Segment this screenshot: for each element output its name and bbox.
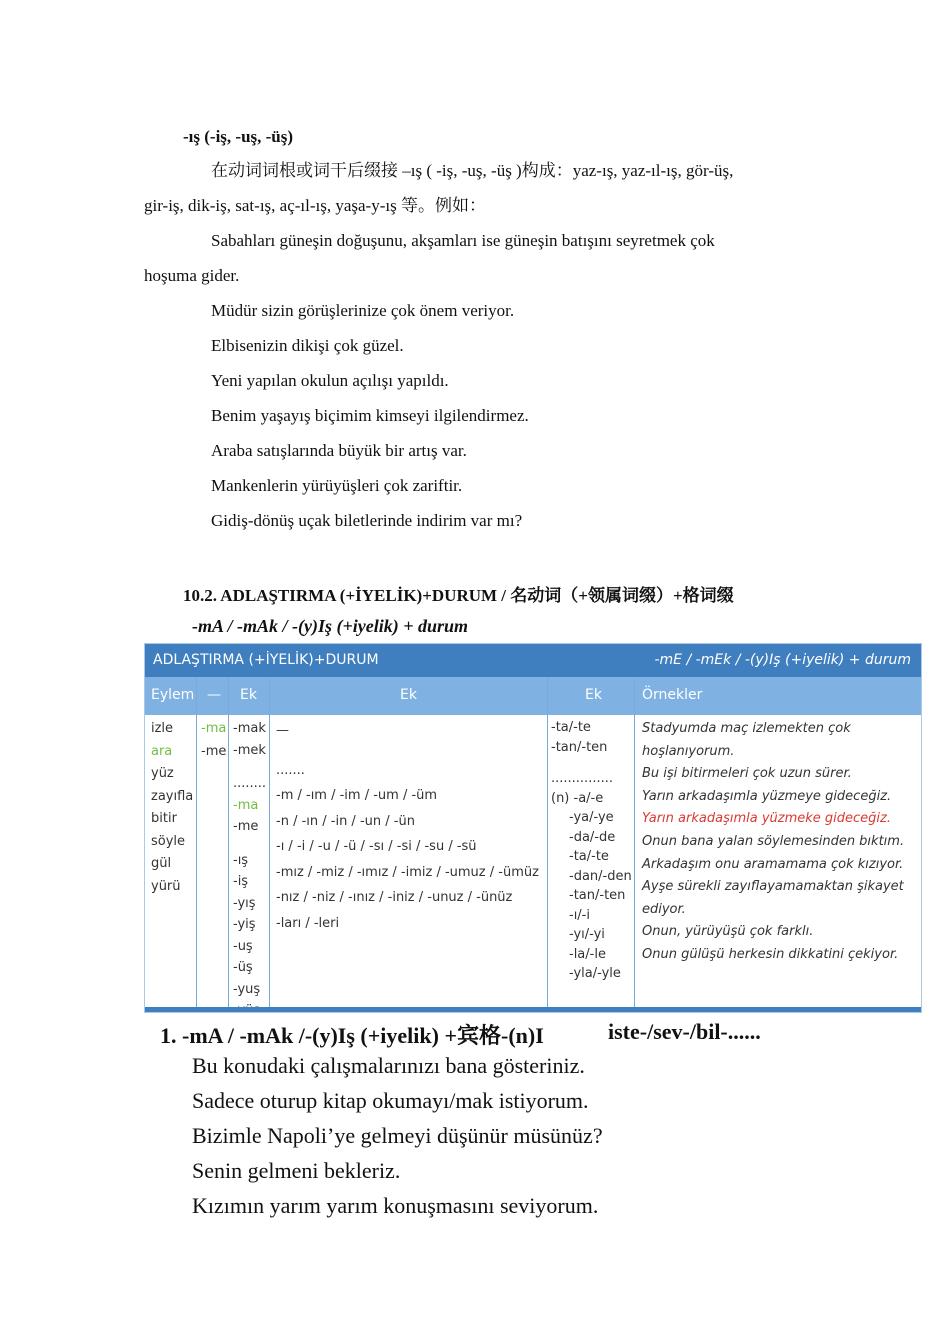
example-sentence: Sabahları güneşin doğuşunu, akşamları ise güneşin batışını seyretmek çok [211,231,715,250]
example-sentence: Senin gelmeni bekleriz. [192,1158,401,1183]
example-sentence: Mankenlerin yürüyüşleri çok zariftir. [211,476,463,495]
column-divider [228,677,229,1013]
example-sentence: Kızımın yarım yarım konuşmasını seviyorum. [192,1193,599,1218]
column-ek-2 [276,718,539,936]
cell: -yla/-yle [569,966,621,981]
cell: -yı/-yi [569,927,605,942]
cell: -ış [233,852,249,868]
table-title-left: ADLAŞTIRMA (+İYELİK)+DURUM [153,652,379,668]
example-cell: Arkadaşım onu aramamama çok kızıyor. [642,856,904,872]
cell: ....... [276,762,305,778]
cell: -n / -ın / -in / -un / -ün [276,813,415,829]
cell: -la/-le [569,946,606,962]
example-cell: Onun gülüşü herkesin dikkatini çekiyor. [642,946,899,962]
column-divider [269,677,270,1013]
column-divider [547,677,548,1013]
example-sentence: Araba satışlarında büyük bir artış var. [211,441,467,460]
example-cell: Onun bana yalan söylemesinden bıktım. [642,833,905,849]
cell: (n) -a/-e [551,790,604,806]
header-dash: — [207,687,221,703]
cell: izle [151,721,174,736]
cell [551,757,632,769]
header-eylem: Eylem [151,687,195,703]
header-ek-1: Ek [240,687,257,703]
cell: ............... [551,771,613,786]
column-divider [634,677,635,1013]
example-cell: Bu işi bitirmeleri çok uzun sürer. [642,766,852,782]
cell: -ma [233,797,259,813]
column-eylem [151,718,193,898]
intro-line: 在动词词根或词干后缀接 –ış ( -iş, -uş, -üş )构成：yaz-ış, yaz-ıl-ış, gör-üş, [211,161,734,180]
cell: -me [233,819,259,834]
cell: -ta/-te [551,720,591,735]
cell: gül [151,856,172,871]
cell: -ları / -leri [276,915,340,931]
cell: -yuş [233,981,261,997]
example-sentence: Bu konudaki çalışmalarınızı bana gösteriniz. [192,1053,585,1078]
cell: ........ [233,776,267,791]
example-cell: Onun, yürüyüşü çok farklı. [642,924,814,940]
table-title-right: -mE / -mEk / -(y)Iş (+iyelik) + durum [654,652,911,668]
table-header-row [145,677,921,715]
example-sentence: hoşuma gider. [144,266,240,285]
table-bottom-bar [145,1007,921,1012]
cell: ara [151,743,173,759]
cell: -da/-de [569,829,616,845]
header-ornekler: Örnekler [642,687,703,703]
example-cell: Yarın arkadaşımla yüzmeye gideceğiz. [642,788,892,804]
example-cell: Ayşe sürekli zayıflayamamaktan şikayet ediyor. [642,879,904,917]
example-cell: Stadyumda maç izlemekten çok hoşlanıyorum. [642,721,851,759]
cell: yürü [151,878,181,894]
cell: bitir [151,811,177,826]
cell: -tan/-ten [569,888,626,903]
cell: -ya/-ye [569,810,614,825]
cell: -tan/-ten [551,739,608,755]
cell: — [276,723,289,738]
column-ornekler [642,718,921,967]
column-divider [196,677,197,1013]
example-cell: Yarın arkadaşımla yüzmeke gideceğiz. [642,811,891,827]
column-ek-3 [551,718,632,984]
cell: -ma [201,721,227,736]
example-sentence: Benim yaşayış biçimim kimseyi ilgilendirmez. [211,406,529,425]
cell: -üş [233,960,253,975]
example-sentence: Gidiş-dönüş uçak biletlerinde indirim var mı? [211,511,523,530]
intro-line: gir-iş, dik-iş, sat-ış, aç-ıl-ış, yaşa-y-ış 等。例如： [144,196,486,215]
column-dash [201,718,226,763]
cell: -yiş [233,917,256,932]
cell: yüz [151,766,174,781]
column-ek-1 [233,718,266,1013]
section-1-verbs: iste-/sev-/bil-...... [608,1019,761,1044]
cell: -me [201,743,227,759]
cell: -ta/-te [569,849,609,864]
header-ek-3: Ek [585,687,602,703]
example-sentence: Sadece oturup kitap okumayı/mak istiyorum. [192,1088,589,1113]
example-sentence: Elbisenizin dikişi çok güzel. [211,336,404,355]
cell: -uş [233,938,253,954]
example-sentence: Yeni yapılan okulun açılışı yapıldı. [211,371,449,390]
cell [233,838,266,850]
section-1-heading: 1. -mA / -mAk /-(y)Iş (+iyelik) +宾格-(n)I [160,1023,544,1048]
example-sentence: Müdür sizin görüşlerinize çok önem veriyor. [211,301,515,320]
cell: -iş [233,874,249,889]
cell: -yış [233,895,256,911]
cell: zayıfla [151,788,194,804]
cell: -mak [233,721,266,736]
cell: -dan/-den [569,868,632,884]
section-subheading: -mA / -mAk / -(y)Iş (+iyelik) + durum [192,616,469,636]
grammar-table [144,643,922,1013]
cell: -nız / -niz / -ınız / -iniz / -unuz / -ünüz [276,890,513,905]
cell: -mek [233,742,266,758]
section-heading: -ış (-iş, -uş, -üş) [183,127,294,146]
cell: -m / -ım / -im / -um / -üm [276,788,438,803]
example-sentence: Bizimle Napoli’ye gelmeyi düşünür müsünüz? [192,1123,603,1148]
cell: söyle [151,833,186,849]
cell: -mız / -miz / -ımız / -imiz / -umuz / -ümüz [276,864,539,880]
cell: -ı/-i [569,907,590,923]
table-title-bar [145,644,921,677]
cell [276,744,539,758]
cell [233,761,266,773]
header-ek-2: Ek [400,687,417,703]
cell: -ı / -i / -u / -ü / -sı / -si / -su / -sü [276,839,477,854]
section-heading-10-2: 10.2. ADLAŞTIRMA (+İYELİK)+DURUM / 名动词（+领属词缀）+格词缀 [183,586,734,605]
